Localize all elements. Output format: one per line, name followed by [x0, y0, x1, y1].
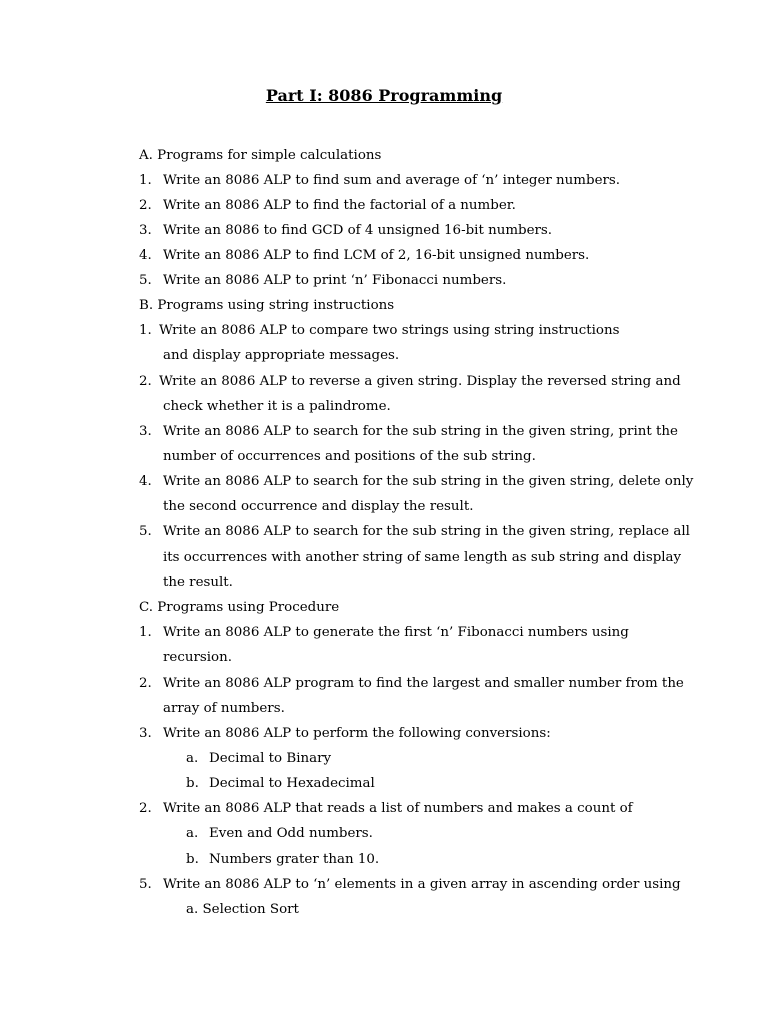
item-text-line-1: Write an 8086 ALP that reads a list of numbers and makes a count of	[163, 801, 633, 816]
item-text-line-2: check whether it is a palindrome.	[163, 399, 391, 414]
item-number: 5.	[139, 877, 152, 892]
list-item	[139, 473, 694, 491]
list-item	[139, 624, 675, 642]
item-text-line-2: recursion.	[163, 650, 232, 665]
item-text-line-3: the result.	[163, 575, 233, 590]
list-item	[139, 725, 675, 743]
sub-item-text: Numbers grater than 10.	[209, 852, 380, 867]
item-text-line-2: the second occurrence and display the result.	[163, 499, 474, 514]
item-number: 4.	[139, 248, 152, 263]
sub-item-text: Decimal to Hexadecimal	[209, 776, 375, 791]
item-number: 3.	[139, 223, 152, 238]
item-text-line-1: Write an 8086 ALP to ‘n’ elements in a given array in ascending order using	[163, 877, 681, 892]
list-item	[139, 322, 675, 340]
sub-item-letter: a.	[186, 826, 199, 841]
sub-list-item	[186, 851, 722, 869]
item-number: 2.	[139, 198, 152, 213]
sub-list-item	[186, 825, 722, 843]
item-number: 3.	[139, 726, 152, 741]
item-text-line-1: Write an 8086 ALP to search for the sub string in the given string, replace all	[163, 524, 690, 539]
item-number: 2.	[139, 676, 152, 691]
item-text-line-1: Write an 8086 ALP to search for the sub string in the given string, delete only	[163, 474, 694, 489]
list-item	[139, 800, 675, 818]
sub-item-letter: b.	[186, 852, 199, 867]
item-text: Write an 8086 ALP to find the factorial of a number.	[163, 198, 516, 213]
page-title: Part I: 8086 Programming	[265, 86, 503, 105]
item-number: 1.	[139, 173, 152, 188]
item-text-line-1: Write an 8086 ALP to generate the first ‘n’ Fibonacci numbers using	[163, 625, 629, 640]
sub-item-letter: b.	[186, 776, 199, 791]
list-item	[139, 272, 675, 290]
list-item	[139, 523, 690, 541]
sub-item-text: Decimal to Binary	[209, 751, 332, 766]
sub-item-letter: a.	[186, 751, 199, 766]
item-number: 2.	[139, 374, 152, 389]
sub-list-item	[186, 775, 722, 793]
item-number: 4.	[139, 474, 152, 489]
item-text-line-2: array of numbers.	[163, 701, 285, 716]
section-a-heading: A. Programs for simple calculations	[139, 148, 382, 163]
sub-item-text: a. Selection Sort	[186, 902, 299, 917]
item-text-line-1: Write an 8086 ALP to perform the following conversions:	[163, 726, 551, 741]
item-number: 3.	[139, 424, 152, 439]
item-text-line-2: number of occurrences and positions of the sub string.	[163, 449, 536, 464]
sub-list-item	[186, 901, 722, 919]
item-text: Write an 8086 ALP to find LCM of 2, 16-bit unsigned numbers.	[163, 248, 590, 263]
sub-item-text: Even and Odd numbers.	[209, 826, 373, 841]
item-text-line-2: its occurrences with another string of same length as sub string and display	[163, 550, 682, 565]
item-text-line-2: and display appropriate messages.	[163, 348, 400, 363]
list-item	[139, 247, 675, 265]
item-number: 5.	[139, 524, 152, 539]
item-text: Write an 8086 ALP to print ‘n’ Fibonacci numbers.	[163, 273, 507, 288]
item-text: Write an 8086 ALP to find sum and average of ‘n’ integer numbers.	[163, 173, 621, 188]
item-number: 1.	[139, 323, 152, 338]
item-text: Write an 8086 to find GCD of 4 unsigned 16-bit numbers.	[163, 223, 553, 238]
list-item	[139, 197, 675, 215]
list-item	[139, 675, 684, 693]
list-item	[139, 876, 681, 894]
section-b-heading: B. Programs using string instructions	[139, 298, 395, 313]
section-c-heading: C. Programs using Procedure	[139, 600, 340, 615]
item-text-line-1: Write an 8086 ALP program to find the largest and smaller number from the	[163, 676, 684, 691]
item-number: 2.	[139, 801, 152, 816]
item-number: 1.	[139, 625, 152, 640]
item-text-line-1: Write an 8086 ALP to search for the sub string in the given string, print the	[163, 424, 678, 439]
item-text-line-1: Write an 8086 ALP to reverse a given string. Display the reversed string and	[159, 374, 681, 389]
list-item	[139, 222, 675, 240]
list-item	[139, 423, 678, 441]
item-number: 5.	[139, 273, 152, 288]
sub-list-item	[186, 750, 722, 768]
item-text-line-1: Write an 8086 ALP to compare two strings using string instructions	[159, 323, 620, 338]
list-item	[139, 172, 675, 190]
list-item	[139, 373, 681, 391]
